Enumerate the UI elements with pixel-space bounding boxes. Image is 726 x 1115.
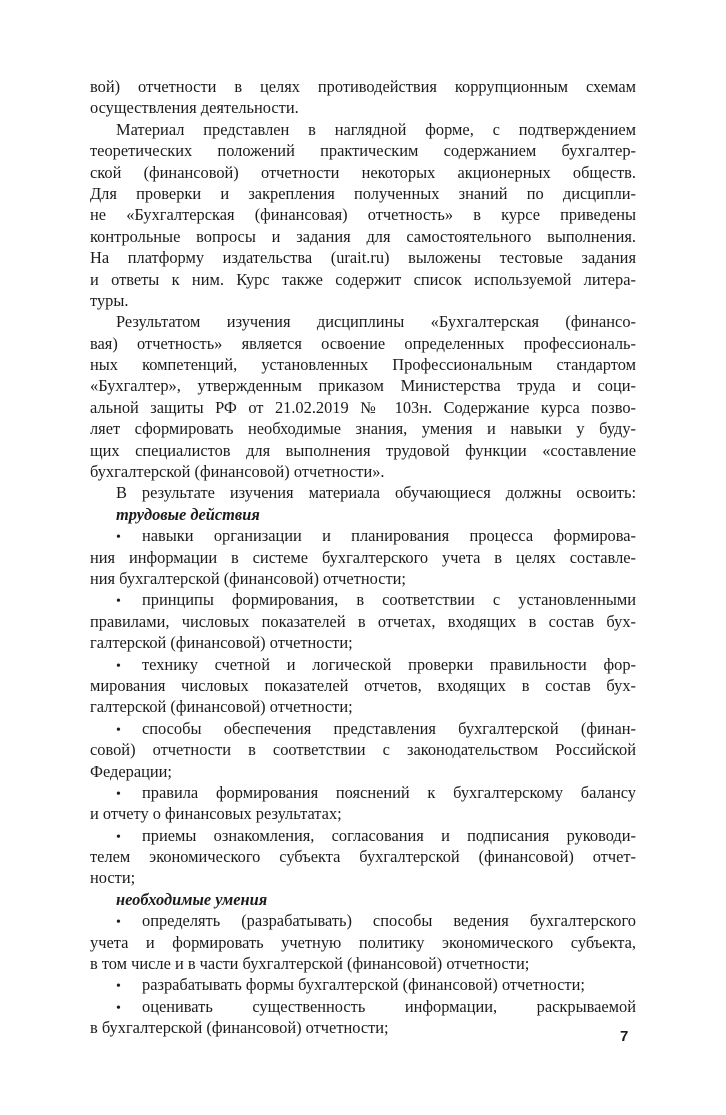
text-line: туры. bbox=[90, 290, 129, 310]
text-line: альной защиты РФ от 21.02.2019 № 103н. Содержание курса позво- bbox=[90, 397, 636, 417]
text-line: ния бухгалтерской (финансовой) отчетности; bbox=[90, 568, 406, 588]
text-line: Для проверки и закрепления полученных знаний по дисципли- bbox=[90, 183, 636, 203]
list-item bbox=[90, 718, 636, 739]
text-line: в том числе и в части бухгалтерской (финансовой) отчетности; bbox=[90, 954, 530, 974]
text-line: ных компетенций, установленных Профессиональным стандартом bbox=[90, 355, 636, 375]
text-line: ности; bbox=[90, 868, 136, 888]
text-line: ния информации в системе бухгалтерского учета в целях составле- bbox=[90, 547, 636, 567]
text-line: совой) отчетности в соответствии с законодательством Российской bbox=[90, 740, 636, 760]
bullet-icon: • bbox=[116, 530, 121, 546]
list-item bbox=[90, 782, 636, 803]
bullet-icon: • bbox=[116, 786, 121, 802]
section-heading: трудовые действия bbox=[116, 504, 260, 524]
text-line: теоретических положений практическим содержанием бухгалтер- bbox=[90, 141, 636, 161]
section-heading: необходимые умения bbox=[116, 889, 268, 909]
list-item bbox=[90, 825, 636, 846]
list-item bbox=[90, 996, 636, 1017]
text-line: в бухгалтерской (финансовой) отчетности; bbox=[90, 1018, 389, 1038]
page-number: 7 bbox=[620, 1028, 629, 1045]
text-line: ской (финансовой) отчетности некоторых акционерных обществ. bbox=[90, 162, 636, 182]
list-item-text: принципы формирования, в соответствии с установленными bbox=[142, 590, 636, 610]
text-line: Результатом изучения дисциплины «Бухгалтерская (финансо- bbox=[116, 312, 636, 332]
list-item bbox=[90, 974, 636, 995]
list-item-text: оценивать существенность информации, раскрываемой bbox=[142, 996, 636, 1016]
list-item-text: навыки организации и планирования процесса формирова- bbox=[142, 526, 636, 546]
text-line: В результате изучения материала обучающиеся должны освоить: bbox=[116, 483, 636, 503]
list-item-text: определять (разрабатывать) способы ведения бухгалтерского bbox=[142, 911, 636, 931]
list-item bbox=[90, 910, 636, 931]
text-line: Материал представлен в наглядной форме, с подтверждением bbox=[116, 119, 636, 139]
list-item-text: технику счетной и логической проверки правильности фор- bbox=[142, 654, 636, 674]
text-line: вой) отчетности в целях противодействия коррупционным схемам bbox=[90, 77, 636, 96]
list-item-text: разрабатывать формы бухгалтерской (финансовой) отчетности; bbox=[142, 975, 585, 995]
list-item-text: правила формирования пояснений к бухгалтерскому балансу bbox=[142, 782, 636, 802]
list-item-text: приемы ознакомления, согласования и подписания руководи- bbox=[142, 825, 636, 845]
text-line: и отчету о финансовых результатах; bbox=[90, 804, 342, 824]
text-line: осуществления деятельности. bbox=[90, 98, 299, 118]
page-body bbox=[90, 76, 636, 1039]
text-line: галтерской (финансовой) отчетности; bbox=[90, 633, 353, 653]
text-line: Федерации; bbox=[90, 761, 172, 781]
list-item-text: способы обеспечения представления бухгалтерской (финан- bbox=[142, 718, 636, 738]
bullet-icon: • bbox=[116, 915, 121, 931]
text-line: щих специалистов для выполнения трудовой функции «составление bbox=[90, 440, 636, 460]
text-line: бухгалтерской (финансовой) отчетности». bbox=[90, 462, 385, 482]
bullet-icon: • bbox=[116, 594, 121, 610]
text-line: мирования числовых показателей отчетов, входящих в состав бух- bbox=[90, 675, 636, 695]
bullet-icon: • bbox=[116, 1000, 121, 1016]
text-line: контрольные вопросы и задания для самостоятельного выполнения. bbox=[90, 226, 636, 246]
bullet-icon: • bbox=[116, 829, 121, 845]
text-line: не «Бухгалтерская (финансовая) отчетность» в курсе приведены bbox=[90, 205, 636, 225]
text-line: и ответы к ним. Курс также содержит список используемой литера- bbox=[90, 269, 636, 289]
text-line: галтерской (финансовой) отчетности; bbox=[90, 697, 353, 717]
text-line: вая) отчетность» является освоение определенных профессиональ- bbox=[90, 333, 636, 353]
text-line: правилами, числовых показателей в отчетах, входящих в состав бух- bbox=[90, 611, 636, 631]
text-line: На платформу издательства (urait.ru) выложены тестовые задания bbox=[90, 248, 636, 268]
text-line: «Бухгалтер», утвержденным приказом Министерства труда и соци- bbox=[90, 376, 636, 396]
bullet-icon: • bbox=[116, 658, 121, 674]
list-item bbox=[90, 589, 636, 610]
bullet-icon: • bbox=[116, 979, 121, 995]
text-line: телем экономического субъекта бухгалтерской (финансовой) отчет- bbox=[90, 847, 636, 867]
text-line: учета и формировать учетную политику экономического субъекта, bbox=[90, 932, 636, 952]
list-item bbox=[90, 654, 636, 675]
text-line: ляет сформировать необходимые знания, умения и навыки у буду- bbox=[90, 419, 636, 439]
bullet-icon: • bbox=[116, 722, 121, 738]
list-item bbox=[90, 525, 636, 546]
